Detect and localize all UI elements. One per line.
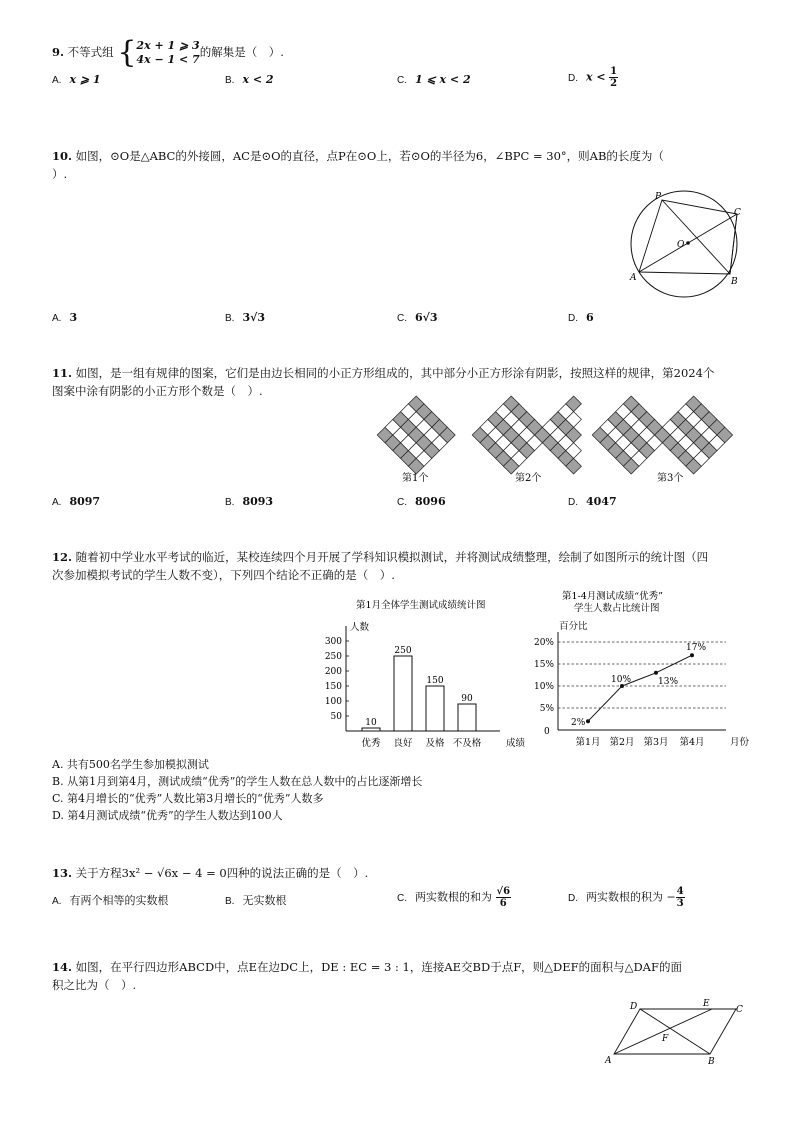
data-point <box>586 719 590 723</box>
statement-list <box>52 756 422 824</box>
option-label: A. <box>52 896 62 907</box>
option-b[interactable] <box>225 892 286 908</box>
series-line <box>588 655 692 721</box>
category-label: 第4月 <box>679 737 705 748</box>
option-label: D. <box>568 497 578 508</box>
category-label: 优秀 <box>361 738 381 749</box>
bar-value-label: 90 <box>461 694 473 704</box>
inequality-system <box>136 39 199 67</box>
option-label: A. <box>52 313 62 324</box>
inequality-1: 2x + 1 ⩾ 3 <box>136 39 200 52</box>
data-point <box>690 653 694 657</box>
option-a[interactable] <box>52 311 77 324</box>
label-d: D <box>630 1002 638 1012</box>
label-a: A <box>605 1056 612 1066</box>
option-a[interactable] <box>52 73 101 86</box>
option-label: A. <box>52 75 62 86</box>
stem-text: 不等式组 <box>67 45 114 59</box>
label-c: C <box>736 1005 743 1015</box>
stem-text: 如图，⊙O是△ABC的外接圆，AC是⊙O的直径，点P在⊙O上，若⊙O的半径为6，∠BPC = 30°，则AB的长度为（ <box>75 149 664 163</box>
category-label: 第3月 <box>643 737 669 748</box>
option-label: C. <box>397 892 407 904</box>
y-tick-label: 200 <box>324 667 342 677</box>
bar-series <box>361 646 481 749</box>
line-series <box>571 643 706 748</box>
option-label: C. <box>397 75 407 86</box>
y-tick-label: 300 <box>324 637 342 647</box>
line-chart-subtitle: 学生人数占比统计图 <box>574 603 660 614</box>
bar-value-label: 250 <box>394 646 412 656</box>
option-text: x < <box>586 70 606 84</box>
option-d[interactable] <box>568 886 685 909</box>
pattern-figures <box>380 400 750 490</box>
option-label: D. <box>568 892 578 904</box>
bar <box>362 728 380 731</box>
option-c[interactable] <box>397 73 471 86</box>
y-tick-label: 100 <box>324 697 342 707</box>
data-point <box>654 671 658 675</box>
option-text: 6 <box>586 311 594 324</box>
question-9-stem <box>52 35 284 70</box>
option-text: 8097 <box>69 495 101 508</box>
option-label: B. <box>225 497 235 508</box>
y-tick-label: 150 <box>324 682 342 692</box>
stem-text: ）. <box>52 167 68 181</box>
statement-c[interactable]: C. 第4月增长的“优秀”人数比第3月增长的“优秀”人数多 <box>52 792 324 805</box>
bar-chart-ylabel: 人数 <box>350 622 370 633</box>
label-a: A <box>630 273 637 283</box>
option-d[interactable] <box>568 311 594 324</box>
line-chart-title: 第1-4月测试成绩“优秀” <box>562 591 664 602</box>
statement-d[interactable]: D. 第4月测试成绩“优秀”的学生人数达到100人 <box>52 809 283 822</box>
stem-text: 随着初中学业水平考试的临近，某校连续四个月开展了学科知识模拟测试，并将测试成绩整理，绘制了如图所示的统计图（四 <box>75 550 709 564</box>
y-tick-label: 15% <box>533 660 554 670</box>
bar-chart <box>318 594 533 754</box>
option-text: 6√3 <box>415 311 438 324</box>
option-d[interactable] <box>568 66 618 89</box>
option-text: 4047 <box>586 495 617 508</box>
option-text: 3√3 <box>242 311 265 324</box>
question-10-stem <box>52 147 664 183</box>
label-e: E <box>703 999 710 1009</box>
caption-3: 第3个 <box>657 473 684 484</box>
option-text: x ⩾ 1 <box>69 73 101 86</box>
bar <box>394 656 412 731</box>
question-14-stem <box>52 958 682 994</box>
option-text: 1 ⩽ x < 2 <box>415 73 471 86</box>
category-label: 第1月 <box>575 737 601 748</box>
question-number: 10. <box>52 149 73 163</box>
line-chart-ylabel: 百分比 <box>559 621 588 632</box>
option-text: 两实数根的和为 <box>415 890 492 904</box>
label-f: F <box>662 1034 669 1044</box>
option-text: 3 <box>69 311 78 324</box>
circle-figure <box>620 188 750 292</box>
option-label: D. <box>568 313 578 324</box>
fraction-denominator: 6 <box>499 898 507 909</box>
question-number: 13. <box>52 866 73 880</box>
fraction <box>609 66 618 89</box>
option-label: D. <box>568 72 578 84</box>
data-label: 10% <box>611 675 632 685</box>
line-chart <box>533 588 751 754</box>
option-c[interactable] <box>397 495 446 508</box>
stem-text: 次参加模拟考试的学生人数不变），下列四个结论不正确的是（ ）. <box>52 568 395 582</box>
label-b: B <box>708 1057 715 1067</box>
question-number: 11. <box>52 366 73 380</box>
bar-chart-xlabel: 成绩 <box>506 738 526 749</box>
brace-icon: { <box>117 35 137 70</box>
option-text: 两实数根的积为 − <box>586 890 676 904</box>
stem-text: 如图，是一组有规律的图案，它们是由边长相同的小正方形组成的，其中部分小正方形涂有阴影，按照这样的规律，第2024个 <box>75 366 715 380</box>
y-tick-label: 20% <box>533 638 554 648</box>
bar-chart-ticks <box>325 637 349 722</box>
bar-value-label: 150 <box>426 676 444 686</box>
option-a[interactable] <box>52 495 100 508</box>
line-chart-xlabel: 月份 <box>730 737 750 748</box>
option-label: B. <box>225 313 235 324</box>
option-b[interactable] <box>225 73 274 86</box>
option-c[interactable] <box>397 886 511 909</box>
option-c[interactable] <box>397 311 438 324</box>
data-label: 2% <box>571 718 586 729</box>
label-o: O <box>677 240 685 250</box>
fraction-numerator: 4 <box>676 886 684 897</box>
bar-value-label: 10 <box>365 718 377 728</box>
label-c: C <box>734 208 741 218</box>
y-tick-label: 50 <box>330 712 342 722</box>
fraction-numerator: √6 <box>496 886 511 897</box>
origin-label: 0 <box>544 727 550 737</box>
fraction <box>496 886 512 909</box>
option-label: C. <box>397 313 407 324</box>
fraction-denominator: 2 <box>610 78 618 89</box>
stem-text: 如图，在平行四边形ABCD中，点E在边DC上，DE : EC = 3 : 1，连接AE交BD于点F，则△DEF的面积与△DAF的面 <box>75 960 682 974</box>
stem-text: 的解集是（ ）. <box>199 45 284 59</box>
label-p: P <box>655 192 662 202</box>
inequality-2: 4x − 1 < 7 <box>136 53 200 66</box>
caption-1: 第1个 <box>402 473 429 484</box>
category-label: 及格 <box>425 738 445 749</box>
category-label: 良好 <box>393 738 413 749</box>
question-number: 9. <box>52 45 65 59</box>
bar <box>458 704 476 731</box>
option-text: x < 2 <box>242 73 274 86</box>
stem-text: 关于方程3x² − √6x − 4 = 0四种的说法正确的是（ ）. <box>75 866 369 880</box>
option-a[interactable] <box>52 892 168 908</box>
question-12-stem <box>52 548 708 584</box>
bar-chart-title: 第1月全体学生测试成绩统计图 <box>356 600 486 611</box>
pattern-group <box>377 396 732 474</box>
y-tick-label: 5% <box>539 704 554 714</box>
question-11-stem <box>52 364 714 400</box>
option-d[interactable] <box>568 495 617 508</box>
option-text: 8096 <box>415 495 446 508</box>
option-label: B. <box>225 896 235 907</box>
option-label: B. <box>225 75 235 86</box>
category-label: 第2月 <box>609 737 635 748</box>
parallelogram-figure <box>600 996 750 1068</box>
question-number: 12. <box>52 550 73 564</box>
fraction <box>676 886 685 909</box>
option-text: 无实数根 <box>242 894 287 907</box>
category-label: 不及格 <box>452 738 482 749</box>
fraction-denominator: 3 <box>676 898 684 909</box>
question-13-stem <box>52 864 368 882</box>
fraction-numerator: 1 <box>610 66 618 77</box>
label-b: B <box>731 277 738 287</box>
y-tick-label: 10% <box>533 682 554 692</box>
option-text: 8093 <box>242 495 274 508</box>
stem-text: 积之比为（ ）. <box>52 978 137 992</box>
option-b[interactable] <box>225 311 265 324</box>
option-text: 有两个相等的实数根 <box>69 894 169 907</box>
y-tick-label: 250 <box>324 652 342 662</box>
caption-2: 第2个 <box>515 473 542 484</box>
option-b[interactable] <box>225 495 273 508</box>
statement-b[interactable]: B. 从第1月到第4月，测试成绩“优秀”的学生人数在总人数中的占比逐渐增长 <box>52 775 423 788</box>
option-label: C. <box>397 497 407 508</box>
data-label: 17% <box>686 643 707 654</box>
question-number: 14. <box>52 960 73 974</box>
bar <box>426 686 444 731</box>
stem-text: 图案中涂有阴影的小正方形个数是（ ）. <box>52 384 263 398</box>
statement-a[interactable]: A. 共有500名学生参加模拟测试 <box>52 758 209 771</box>
data-label: 13% <box>658 676 679 687</box>
option-label: A. <box>52 497 62 508</box>
